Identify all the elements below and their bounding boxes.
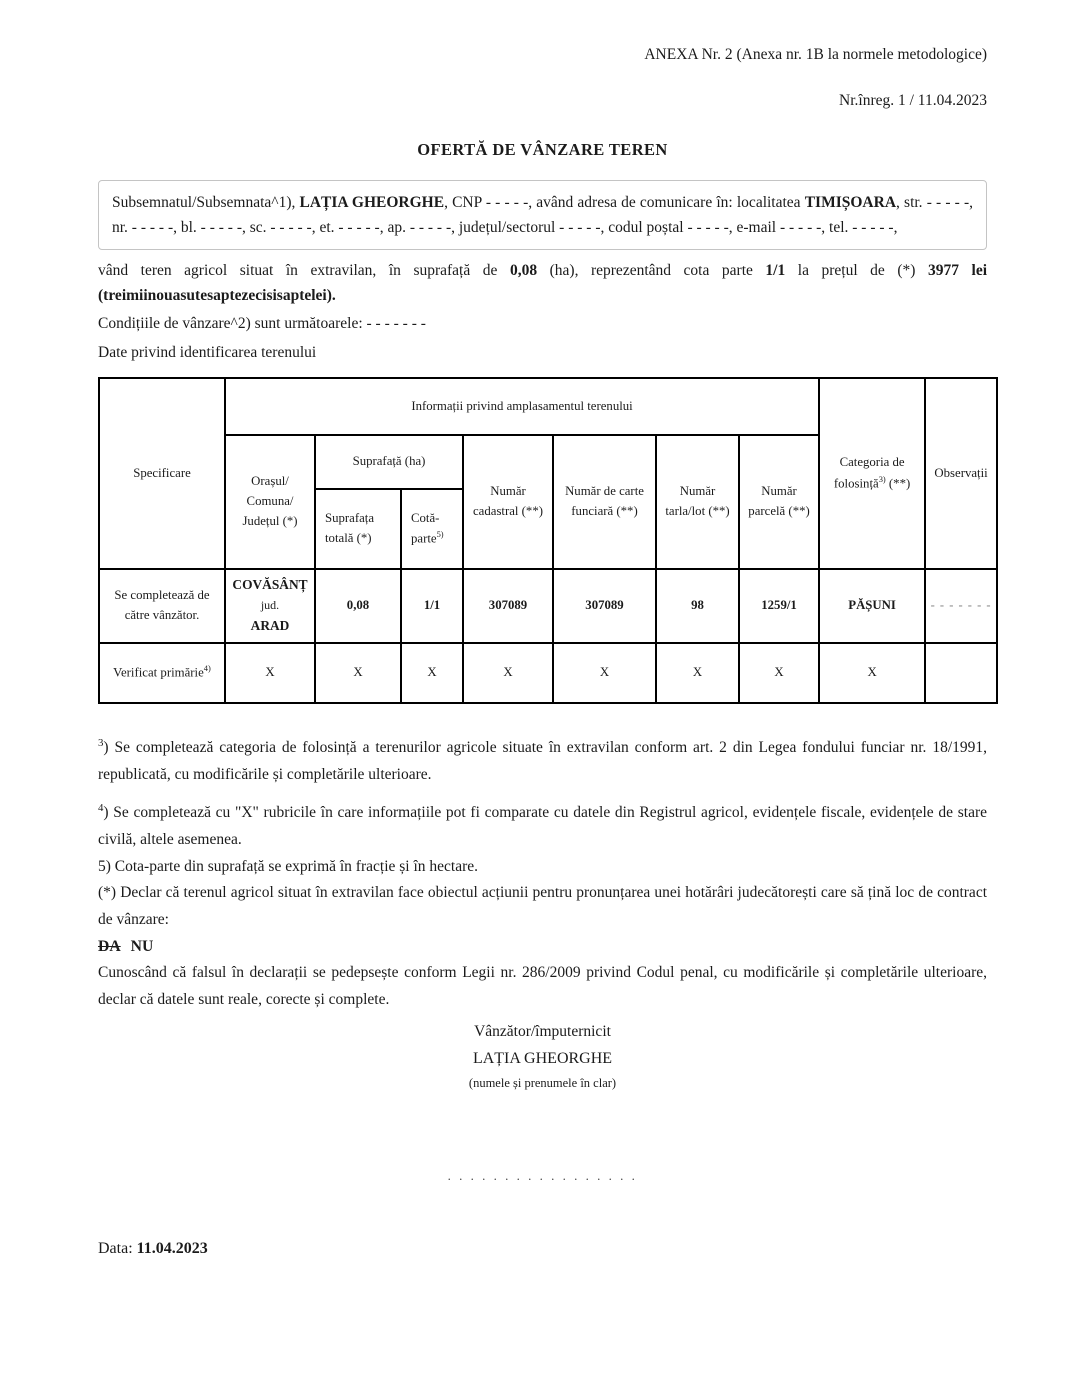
check-mark-cota: X: [401, 643, 463, 703]
footnote-3: [98, 730, 987, 788]
land-area: 0,08: [509, 262, 538, 279]
col-header-suprafata-totala: [315, 489, 401, 569]
parcela-line1: Număr: [761, 484, 797, 499]
nu-option: NU: [130, 938, 154, 956]
categoria-line1: Categoria de: [839, 455, 905, 470]
date-value: 11.04.2023: [136, 1240, 208, 1258]
offer-text-5: ).: [326, 287, 336, 304]
primarie-check-row: [99, 643, 997, 703]
col-header-observatii: Observații: [925, 378, 997, 569]
footnote-4-text: ) Se completează cu "X" rubricile în care informațiile pot fi comparate cu datele din Registrul agricol, evidențele fiscale, evidențele de stare civilă, altele asemenea.: [98, 804, 987, 848]
seller-row-label: [99, 569, 225, 643]
cota-footnote-ref: 5): [436, 529, 444, 540]
land-identification-table: [98, 377, 998, 704]
primarie-label-text: Verificat primărie: [113, 665, 204, 680]
offer-text-3: la prețul de (*): [785, 262, 928, 279]
col-header-info-group: Informații privind amplasamentul terenului: [225, 378, 819, 435]
check-mark-tarla: X: [656, 643, 739, 703]
check-mark-location: X: [225, 643, 315, 703]
footnote-5: 5) Cota-parte din suprafață se exprimă în fracție și în hectare.: [98, 858, 479, 876]
da-option-struck: DA: [98, 938, 121, 956]
registration-number: Nr.înreg. 1 / 11.04.2023: [839, 92, 987, 109]
intro-text-1: Subsemnatul/Subsemnata^1),: [112, 194, 300, 211]
oras-line1: Orașul/: [251, 474, 289, 489]
location-jud-label: jud.: [260, 598, 280, 613]
col-header-specificare: Specificare: [99, 378, 225, 569]
col-header-categoria: [819, 378, 925, 569]
declaration-paragraph: (*) Declar că terenul agricol situat în extravilan face obiectul acțiunii pentru pronunțarea unei hotărâri judecătorești care să țină loc de contract de vânzare:: [98, 884, 987, 928]
oras-line3: Județul (*): [242, 513, 298, 528]
location-commune: COVĂSÂNȚ: [232, 577, 308, 593]
penalty-paragraph: Cunoscând că falsul în declarații se pedepsește conform Legii nr. 286/2009 privind Codul penal, cu modificările și completările ulterioare, declar că datele sunt reale, corecte și complete.: [98, 964, 987, 1008]
check-mark-suprafata: X: [315, 643, 401, 703]
carte-line2: funciară (**): [571, 504, 638, 518]
signature-dotted-line: . . . . . . . . . . . . . . . . .: [447, 1168, 638, 1184]
offer-paragraph: [98, 258, 987, 308]
sale-conditions-line: Condițiile de vânzare^2) sunt următoarele: - - - - - - -: [98, 315, 426, 332]
location-county: ARAD: [250, 617, 290, 633]
footnote-4: [98, 795, 987, 853]
seller-name: LAȚIA GHEORGHE: [299, 194, 445, 211]
price-value: 3977 lei: [927, 262, 987, 279]
cell-observatii: [925, 569, 997, 643]
intro-text-3: , str. - - - - -, nr. - - - - -, bl. - - - - -, sc. - - - - -, et. - - - - -, ap. - - - - -, județul/sectorul - - - - -, codul poștal - - - - -, e-mail - - - - -, tel. - - - - -,: [112, 194, 973, 236]
date-label: Data:: [98, 1240, 137, 1258]
cadastral-line2: cadastral (**): [473, 504, 543, 518]
seller-data-row: [99, 569, 997, 643]
observatii-dashes: - - - - - - -: [930, 598, 992, 613]
categoria-footnote-ref: 3): [878, 473, 886, 484]
carte-line1: Număr de carte: [565, 484, 644, 499]
seller-label-line1: Se completează de: [114, 588, 210, 603]
footnote-4-marker: 4: [98, 802, 104, 815]
date-line: [98, 1240, 987, 1258]
seller-identity-box: [98, 180, 987, 250]
col-header-suprafata-group: Suprafață (ha): [315, 435, 463, 489]
cell-cota-parte: 1/1: [401, 569, 463, 643]
col-header-oras: [225, 435, 315, 569]
cota-line2: parte: [411, 531, 437, 546]
suprafata-totala-line2: totală (*): [325, 531, 372, 545]
intro-text-2: , CNP - - - - -, având adresa de comunicare în: localitatea: [444, 194, 805, 211]
land-data-heading: Date privind identificarea terenului: [98, 344, 317, 361]
check-mark-cadastral: X: [463, 643, 553, 703]
seller-city: TIMIȘOARA: [804, 194, 897, 211]
col-header-cota-parte: [401, 489, 463, 569]
cell-nr-parcela: 1259/1: [739, 569, 819, 643]
cadastral-line1: Număr: [490, 484, 526, 499]
suprafata-totala-line1: Suprafața: [325, 511, 375, 526]
footnote-3-text: ) Se completează categoria de folosință a terenurilor agricole situate în extravilan conform art. 2 din Legea fondului funciar nr. 18/1991, republicată, cu modificările și completările ulterioare.: [98, 739, 987, 783]
cell-suprafata-totala: 0,08: [315, 569, 401, 643]
tarla-line1: Număr: [679, 484, 716, 499]
offer-text-1: vând teren agricol situat în extravilan, în suprafață de: [98, 262, 510, 279]
signature-hint: (numele și prenumele în clar): [468, 1076, 617, 1091]
primarie-footnote-ref: 4): [203, 663, 211, 674]
cell-categoria: PĂȘUNI: [819, 569, 925, 643]
tarla-line2: tarla/lot (**): [665, 504, 730, 518]
annex-label: ANEXA Nr. 2 (Anexa nr. 1B la normele metodologice): [644, 46, 987, 63]
check-mark-carte: X: [553, 643, 656, 703]
seller-label-line2: către vânzător.: [124, 608, 200, 622]
check-mark-categoria: X: [819, 643, 925, 703]
cell-nr-cadastral: 307089: [463, 569, 553, 643]
col-header-nr-carte: [553, 435, 656, 569]
offer-text-2: (ha), reprezentând cota parte: [537, 262, 766, 279]
signature-name: LAȚIA GHEORGHE: [472, 1050, 613, 1068]
cell-nr-tarla: 98: [656, 569, 739, 643]
categoria-line2: folosință: [833, 476, 879, 491]
offer-text-4: (: [98, 287, 104, 304]
footnote-3-marker: 3: [98, 737, 104, 749]
cell-location: [225, 569, 315, 643]
cota-line1: Cotă-: [411, 510, 440, 525]
col-header-nr-parcela: [739, 435, 819, 569]
price-in-words: treimiinouasutesaptezecisisaptelei: [103, 287, 327, 304]
signature-role: Vânzător/împuternicit: [474, 1023, 611, 1041]
check-mark-parcela: X: [739, 643, 819, 703]
cell-nr-carte: 307089: [553, 569, 656, 643]
parcela-line2: parcelă (**): [748, 504, 810, 518]
page-title: OFERTĂ DE VÂNZARE TEREN: [417, 140, 668, 159]
da-nu-line: [98, 933, 987, 960]
oras-line2: Comuna/: [246, 494, 294, 509]
col-header-nr-cadastral: [463, 435, 553, 569]
ownership-share: 1/1: [765, 262, 786, 279]
categoria-suffix: (**): [885, 476, 911, 491]
primarie-row-label: [99, 643, 225, 703]
col-header-nr-tarla: [656, 435, 739, 569]
check-mark-observatii-empty: [925, 643, 997, 703]
